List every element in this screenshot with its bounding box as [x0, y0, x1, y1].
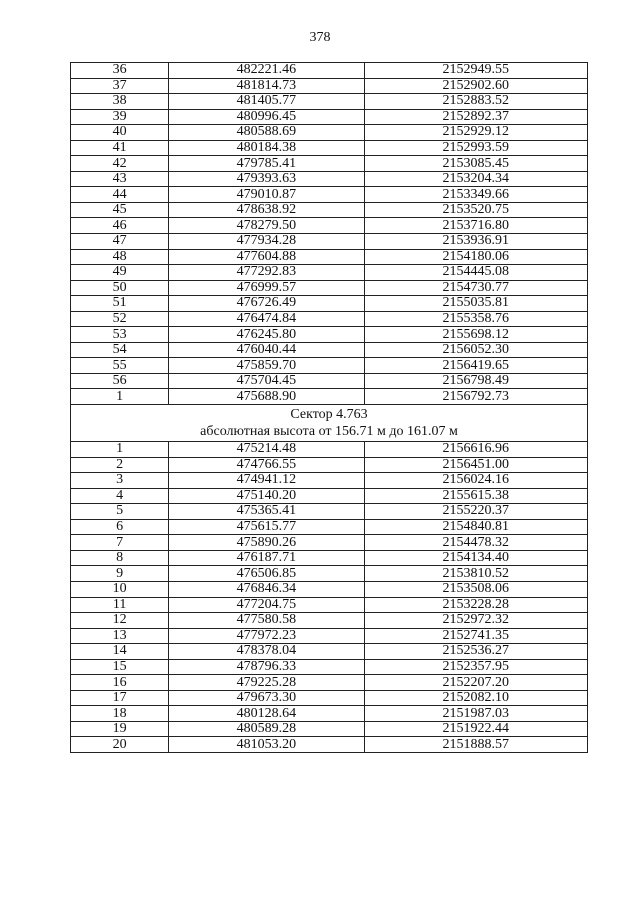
table-row	[71, 628, 588, 644]
point-number-cell: 44	[71, 187, 169, 203]
point-number-cell: 42	[71, 156, 169, 172]
table-row	[71, 109, 588, 125]
table-row	[71, 597, 588, 613]
point-number-cell: 43	[71, 171, 169, 187]
y-coordinate-cell: 2156792.73	[364, 389, 587, 405]
table-row	[71, 721, 588, 737]
table-row	[71, 737, 588, 753]
x-coordinate-cell: 477292.83	[169, 265, 364, 281]
coordinates-before-section	[71, 63, 588, 405]
y-coordinate-cell: 2156451.00	[364, 457, 587, 473]
x-coordinate-cell: 481405.77	[169, 94, 364, 110]
y-coordinate-cell: 2152082.10	[364, 690, 587, 706]
point-number-cell: 52	[71, 311, 169, 327]
y-coordinate-cell: 2155035.81	[364, 296, 587, 312]
x-coordinate-cell: 475704.45	[169, 373, 364, 389]
x-coordinate-cell: 479785.41	[169, 156, 364, 172]
x-coordinate-cell: 479225.28	[169, 675, 364, 691]
point-number-cell: 55	[71, 358, 169, 374]
x-coordinate-cell: 474941.12	[169, 473, 364, 489]
table-row	[71, 706, 588, 722]
x-coordinate-cell: 477934.28	[169, 234, 364, 250]
x-coordinate-cell: 481053.20	[169, 737, 364, 753]
point-number-cell: 49	[71, 265, 169, 281]
y-coordinate-cell: 2153204.34	[364, 171, 587, 187]
x-coordinate-cell: 476187.71	[169, 550, 364, 566]
point-number-cell: 40	[71, 125, 169, 141]
y-coordinate-cell: 2152536.27	[364, 644, 587, 660]
table-row	[71, 280, 588, 296]
point-number-cell: 47	[71, 234, 169, 250]
y-coordinate-cell: 2156052.30	[364, 342, 587, 358]
y-coordinate-cell: 2156419.65	[364, 358, 587, 374]
table-row	[71, 125, 588, 141]
x-coordinate-cell: 477204.75	[169, 597, 364, 613]
table-row	[71, 504, 588, 520]
x-coordinate-cell: 479673.30	[169, 690, 364, 706]
table-row	[71, 659, 588, 675]
table-row	[71, 342, 588, 358]
table-row	[71, 94, 588, 110]
x-coordinate-cell: 482221.46	[169, 63, 364, 79]
y-coordinate-cell: 2156024.16	[364, 473, 587, 489]
y-coordinate-cell: 2156616.96	[364, 442, 587, 458]
y-coordinate-cell: 2155615.38	[364, 488, 587, 504]
x-coordinate-cell: 477604.88	[169, 249, 364, 265]
point-number-cell: 50	[71, 280, 169, 296]
point-number-cell: 41	[71, 140, 169, 156]
point-number-cell: 12	[71, 613, 169, 629]
table-row	[71, 265, 588, 281]
table-row	[71, 63, 588, 79]
y-coordinate-cell: 2152357.95	[364, 659, 587, 675]
table-row	[71, 473, 588, 489]
point-number-cell: 48	[71, 249, 169, 265]
y-coordinate-cell: 2155698.12	[364, 327, 587, 343]
y-coordinate-cell: 2152883.52	[364, 94, 587, 110]
table-row	[71, 535, 588, 551]
table-row	[71, 249, 588, 265]
point-number-cell: 15	[71, 659, 169, 675]
x-coordinate-cell: 477580.58	[169, 613, 364, 629]
point-number-cell: 4	[71, 488, 169, 504]
table-row	[71, 442, 588, 458]
point-number-cell: 36	[71, 63, 169, 79]
point-number-cell: 20	[71, 737, 169, 753]
x-coordinate-cell: 480588.69	[169, 125, 364, 141]
coordinates-table	[70, 62, 588, 753]
point-number-cell: 1	[71, 442, 169, 458]
table-row	[71, 389, 588, 405]
point-number-cell: 10	[71, 581, 169, 597]
y-coordinate-cell: 2153349.66	[364, 187, 587, 203]
section-header-row	[71, 405, 588, 442]
point-number-cell: 46	[71, 218, 169, 234]
table-row	[71, 234, 588, 250]
y-coordinate-cell: 2153085.45	[364, 156, 587, 172]
point-number-cell: 17	[71, 690, 169, 706]
table-row	[71, 373, 588, 389]
y-coordinate-cell: 2151987.03	[364, 706, 587, 722]
x-coordinate-cell: 476040.44	[169, 342, 364, 358]
table-row	[71, 202, 588, 218]
section-header	[71, 405, 588, 442]
table-row	[71, 566, 588, 582]
point-number-cell: 13	[71, 628, 169, 644]
y-coordinate-cell: 2154134.40	[364, 550, 587, 566]
point-number-cell: 37	[71, 78, 169, 94]
section-subtitle: абсолютная высота от 156.71 м до 161.07 м	[200, 424, 458, 440]
point-number-cell: 45	[71, 202, 169, 218]
table-row	[71, 358, 588, 374]
x-coordinate-cell: 478638.92	[169, 202, 364, 218]
y-coordinate-cell: 2154180.06	[364, 249, 587, 265]
x-coordinate-cell: 476245.80	[169, 327, 364, 343]
y-coordinate-cell: 2151922.44	[364, 721, 587, 737]
y-coordinate-cell: 2154840.81	[364, 519, 587, 535]
y-coordinate-cell: 2152993.59	[364, 140, 587, 156]
y-coordinate-cell: 2151888.57	[364, 737, 587, 753]
point-number-cell: 3	[71, 473, 169, 489]
x-coordinate-cell: 476999.57	[169, 280, 364, 296]
point-number-cell: 19	[71, 721, 169, 737]
table-row	[71, 644, 588, 660]
y-coordinate-cell: 2152892.37	[364, 109, 587, 125]
y-coordinate-cell: 2152949.55	[364, 63, 587, 79]
table-row	[71, 296, 588, 312]
point-number-cell: 14	[71, 644, 169, 660]
point-number-cell: 5	[71, 504, 169, 520]
section-title: Сектор 4.763	[290, 407, 368, 423]
y-coordinate-cell: 2153936.91	[364, 234, 587, 250]
y-coordinate-cell: 2155358.76	[364, 311, 587, 327]
point-number-cell: 1	[71, 389, 169, 405]
x-coordinate-cell: 480184.38	[169, 140, 364, 156]
table-row	[71, 550, 588, 566]
y-coordinate-cell: 2153520.75	[364, 202, 587, 218]
y-coordinate-cell: 2156798.49	[364, 373, 587, 389]
x-coordinate-cell: 480128.64	[169, 706, 364, 722]
x-coordinate-cell: 475214.48	[169, 442, 364, 458]
table-row	[71, 187, 588, 203]
table-row	[71, 156, 588, 172]
x-coordinate-cell: 480589.28	[169, 721, 364, 737]
x-coordinate-cell: 475859.70	[169, 358, 364, 374]
point-number-cell: 6	[71, 519, 169, 535]
point-number-cell: 56	[71, 373, 169, 389]
table-row	[71, 690, 588, 706]
x-coordinate-cell: 475365.41	[169, 504, 364, 520]
x-coordinate-cell: 476726.49	[169, 296, 364, 312]
point-number-cell: 18	[71, 706, 169, 722]
x-coordinate-cell: 478378.04	[169, 644, 364, 660]
y-coordinate-cell: 2154445.08	[364, 265, 587, 281]
x-coordinate-cell: 479393.63	[169, 171, 364, 187]
y-coordinate-cell: 2153716.80	[364, 218, 587, 234]
y-coordinate-cell: 2153228.28	[364, 597, 587, 613]
x-coordinate-cell: 479010.87	[169, 187, 364, 203]
table-row	[71, 457, 588, 473]
y-coordinate-cell: 2152902.60	[364, 78, 587, 94]
x-coordinate-cell: 475140.20	[169, 488, 364, 504]
table-row	[71, 78, 588, 94]
x-coordinate-cell: 478279.50	[169, 218, 364, 234]
point-number-cell: 11	[71, 597, 169, 613]
page-number: 378	[309, 30, 331, 45]
y-coordinate-cell: 2152207.20	[364, 675, 587, 691]
x-coordinate-cell: 476846.34	[169, 581, 364, 597]
x-coordinate-cell: 480996.45	[169, 109, 364, 125]
table-row	[71, 327, 588, 343]
y-coordinate-cell: 2155220.37	[364, 504, 587, 520]
y-coordinate-cell: 2153508.06	[364, 581, 587, 597]
point-number-cell: 2	[71, 457, 169, 473]
y-coordinate-cell: 2153810.52	[364, 566, 587, 582]
table-row	[71, 171, 588, 187]
y-coordinate-cell: 2152741.35	[364, 628, 587, 644]
y-coordinate-cell: 2154730.77	[364, 280, 587, 296]
table-row	[71, 581, 588, 597]
x-coordinate-cell: 476506.85	[169, 566, 364, 582]
coordinates-after-section	[71, 442, 588, 753]
table-row	[71, 311, 588, 327]
point-number-cell: 51	[71, 296, 169, 312]
table-row	[71, 140, 588, 156]
x-coordinate-cell: 478796.33	[169, 659, 364, 675]
point-number-cell: 38	[71, 94, 169, 110]
point-number-cell: 16	[71, 675, 169, 691]
x-coordinate-cell: 476474.84	[169, 311, 364, 327]
point-number-cell: 7	[71, 535, 169, 551]
point-number-cell: 39	[71, 109, 169, 125]
x-coordinate-cell: 475890.26	[169, 535, 364, 551]
x-coordinate-cell: 477972.23	[169, 628, 364, 644]
x-coordinate-cell: 481814.73	[169, 78, 364, 94]
x-coordinate-cell: 475688.90	[169, 389, 364, 405]
point-number-cell: 53	[71, 327, 169, 343]
x-coordinate-cell: 474766.55	[169, 457, 364, 473]
y-coordinate-cell: 2152972.32	[364, 613, 587, 629]
point-number-cell: 54	[71, 342, 169, 358]
y-coordinate-cell: 2154478.32	[364, 535, 587, 551]
table-row	[71, 519, 588, 535]
table-row	[71, 218, 588, 234]
table-row	[71, 613, 588, 629]
section-header-group	[71, 405, 588, 442]
point-number-cell: 9	[71, 566, 169, 582]
point-number-cell: 8	[71, 550, 169, 566]
x-coordinate-cell: 475615.77	[169, 519, 364, 535]
table-row	[71, 488, 588, 504]
table-row	[71, 675, 588, 691]
y-coordinate-cell: 2152929.12	[364, 125, 587, 141]
